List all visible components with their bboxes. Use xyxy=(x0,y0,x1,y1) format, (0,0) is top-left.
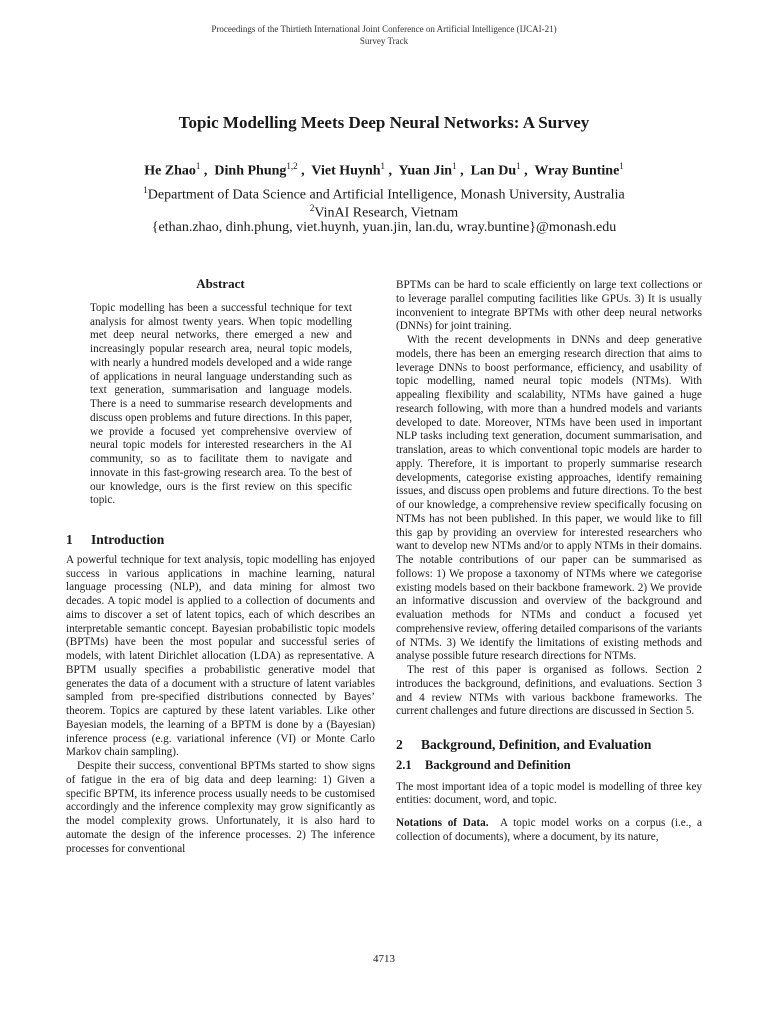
section-number: 1 xyxy=(66,532,73,547)
author-affil-mark: 1 xyxy=(516,161,521,171)
track-line: Survey Track xyxy=(359,36,409,46)
affiliation-text: Department of Data Science and Artificial Intelligence, Monash University, Australia xyxy=(147,187,625,203)
right-column xyxy=(396,279,702,845)
intro-paragraph-5: The rest of this paper is organised as follows. Section 2 introduces the background, definitions, and evaluations. Section 3 and 4 review NTMs with various backbone frameworks. The current challenges and future directions are discussed in Section 5. xyxy=(396,664,702,718)
author-affil-mark: 1 xyxy=(195,161,201,171)
author-emails: {ethan.zhao, dinh.phung, viet.huynh, yuan.jin, lan.du, wray.buntine}@monash.edu xyxy=(151,220,617,235)
section-title: Background, Definition, and Evaluation xyxy=(421,737,652,752)
section-number: 2 xyxy=(396,737,403,752)
intro-paragraph-2: Despite their success, conventional BPTMs started to show signs of fatigue in the era of big data and deep learning: 1) Given a specific BPTM, its inference process usually needs to be customised accordingly and the inference complexity may grow significantly as the model complexity grows. Unfortunately, it is also hard to automate the design of the inference processes. 2) The inference processes for conventional xyxy=(66,760,375,855)
author-affil-mark: 1 xyxy=(380,161,386,171)
author-name: Yuan Jin xyxy=(398,163,453,179)
section-heading-background xyxy=(396,738,702,752)
author-name: Lan Du xyxy=(470,163,517,179)
author-name: He Zhao xyxy=(144,163,196,179)
author-name: Viet Huynh xyxy=(311,163,381,179)
page-number: 4713 xyxy=(373,953,395,965)
proceedings-header xyxy=(0,23,768,47)
background-paragraph-1: The most important idea of a topic model is modelling of three key entities: document, word, and topic. xyxy=(396,780,702,807)
section-title: Introduction xyxy=(91,532,165,547)
author-affil-mark: 1,2 xyxy=(286,161,298,171)
subsection-number: 2.1 xyxy=(396,757,412,772)
affiliation-mark: 2 xyxy=(309,203,315,213)
intro-paragraph-3: BPTMs can be hard to scale efficiently on large text collections or to leverage parallel computing facilities like GPUs. 3) It is usually inconvenient to integrate BPTMs with other deep neural networks (DNNs) for joint training. xyxy=(396,279,702,333)
author-list: He Zhao$^1$ , Dinh Phung$^{1,2}$ , Viet Huynh$^1$ , Yuan Jin$^1$ , Lan Du$^1$ , Wray Buntine$^1$ xyxy=(144,161,624,179)
notations-text: A topic model works on a corpus (i.e., a collection of documents), where a document, by its nature, xyxy=(396,817,702,843)
proceedings-line: Proceedings of the Thirtieth International Joint Conference on Artificial Intelligence (IJCAI-21) xyxy=(211,24,557,34)
affiliation-mark: 1 xyxy=(143,185,148,195)
subsection-title: Background and Definition xyxy=(425,757,571,772)
author-affil-mark: 1 xyxy=(452,161,457,171)
abstract-heading: Abstract xyxy=(196,276,245,291)
affiliation-text: VinAI Research, Vietnam xyxy=(314,205,459,221)
author-name: Dinh Phung xyxy=(214,163,287,179)
notations-label: Notations of Data. xyxy=(396,817,489,829)
paper-title: Topic Modelling Meets Deep Neural Networks: A Survey xyxy=(178,113,590,132)
abstract-body: Topic modelling has been a successful technique for text analysis for almost twenty years. When topic modelling met deep neural networks, there emerged a new and increasingly popular research area, neural topic models, with nearly a hundred models developed and a wide range of applications in neural language understanding such as text generation, summarisation and language models. There is a need to summarise research developments and discuss open problems and future directions. In this paper, we provide a focused yet comprehensive overview of neural topic models for interested researchers in the AI community, so as to facilitate them to navigate and innovate in this fast-growing research area. To the best of our knowledge, ours is the first review on this specific topic. xyxy=(90,301,352,507)
section-heading-introduction xyxy=(66,533,375,547)
notations-paragraph xyxy=(396,817,702,845)
left-column xyxy=(66,277,375,856)
author-affil-mark: 1 xyxy=(619,161,624,171)
intro-paragraph-4: With the recent developments in DNNs and deep generative models, there has been an emerging research direction that aims to leverage DNNs to boost performance, efficiency, and usability of topic modelling, named neural topic models (NTMs). With appealing flexibility and scalability, NTMs have gained a huge research following, with more than a hundred models and variants developed to date. Moreover, NTMs have been used in important NLP tasks including text generation, document summarisation, and translation, areas to which conventional topic models are harder to apply. Therefore, it is important to properly summarise research developments, categorise existing approaches, identify remaining issues, and discuss open problems and future directions. To the best of our knowledge, a comprehensive review specifically focusing on NTMs has not been published. In this paper, we would like to fill this gap by providing an overview for interested researchers who want to develop new NTMs and/or to apply NTMs in their domains. The notable contributions of our paper can be summarised as follows: 1) We propose a taxonomy of NTMs where we categorise existing models based on their backbone framework. 2) We provide an informative discussion and overview of the background and evaluation methods for NTMs and conduct a focused yet comprehensive review, offering detailed comparisons of the variants of NTMs. 3) We identify the limitations of existing methods and analyse possible future research directions for NTMs. xyxy=(396,334,702,663)
intro-paragraph-1: A powerful technique for text analysis, topic modelling has enjoyed success in various applications in machine learning, natural language processing (NLP), and data mining for almost two decades. A topic model is applied to a collection of documents and aims to discover a set of latent topics, each of which describes an interpretable semantic concept. Bayesian probabilistic topic models (BPTMs) have been the most popular and successful series of models, with latent Dirichlet allocation (LDA) as representative. A BPTM usually specifies a probabilistic generative model that generates the data of a document with a structure of latent variables sampled from pre-specified distributions connected by Bayes’ theorem. Topics are captured by these latent variables. Like other Bayesian models, the learning of a BPTM is done by a (Bayesian) inference process (e.g. variational inference (VI) or Monte Carlo Markov chain sampling). xyxy=(66,553,375,759)
subsection-heading-background-definition xyxy=(396,759,702,773)
author-name: Wray Buntine xyxy=(534,163,620,179)
